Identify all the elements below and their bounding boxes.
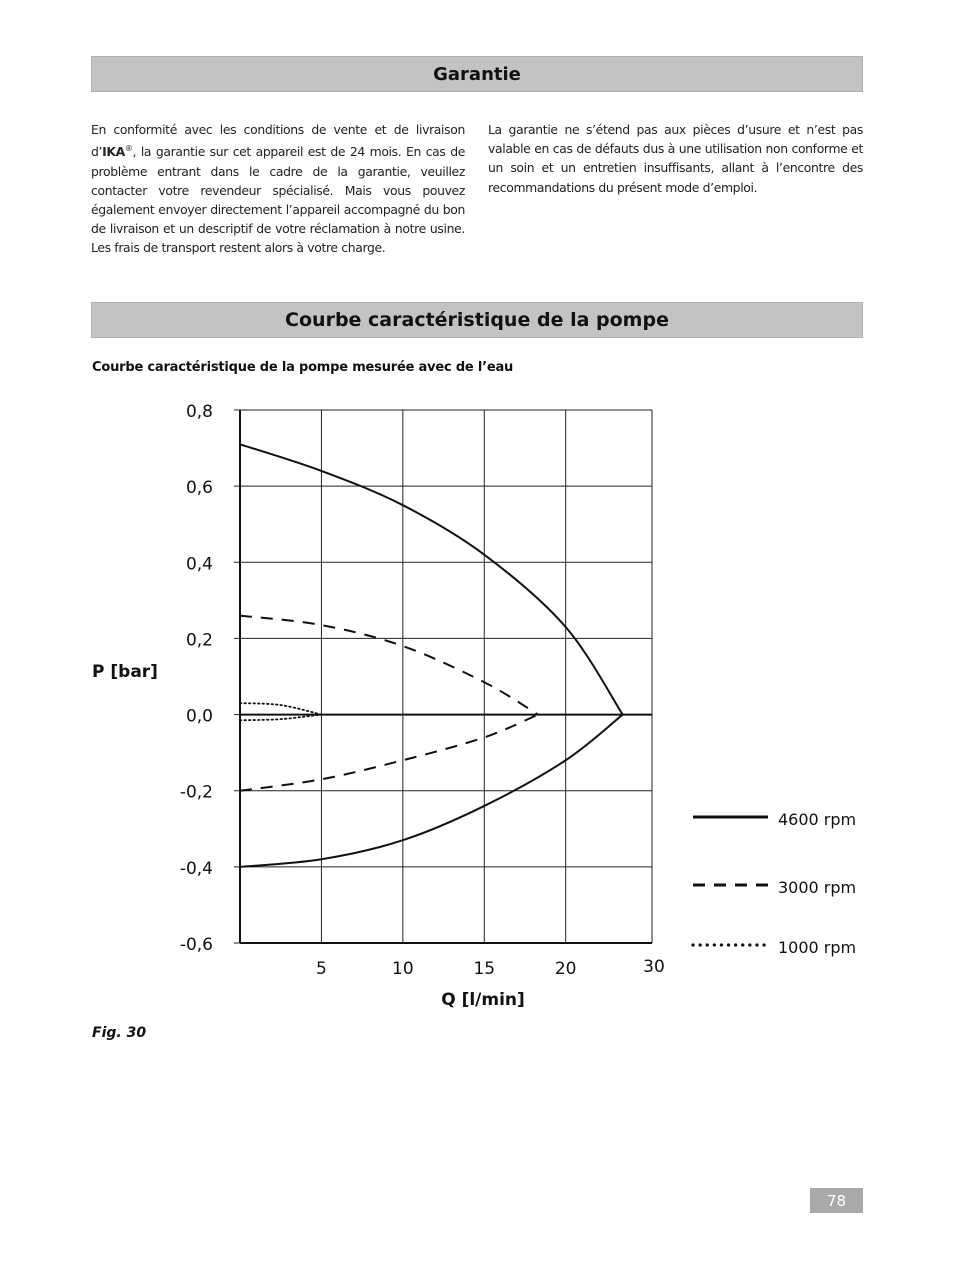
x-tick-label-0: 5 [316, 959, 327, 979]
chart-subtitle: Courbe caractéristique de la pompe mesurée avec de l’eau [92, 360, 514, 375]
y-tick-label-2: 0,4 [185, 554, 213, 575]
page-number: 78 [810, 1188, 863, 1213]
section-title-courbe: Courbe caractéristique de la pompe [91, 302, 863, 338]
legend-label-1: 3000 rpm [778, 878, 857, 897]
y-tick-label-7: -0,6 [179, 935, 213, 955]
x-tick-label-2: 15 [473, 959, 496, 979]
x-tick-label-1: 10 [392, 959, 414, 979]
garantie-text-left-post: , la garantie sur cet appareil est de 24 mois. En cas de problème entrant dans le cadre de la garantie, veuillez contacter votre revendeur spécialisé. Mais vous pouvez également envoyer directement l’appareil accompagné du bon de livraison et un descriptif de votre réclamation à notre usine. Les frais de transport restent alors à votre charge. [91, 144, 465, 256]
series-2-upper-curve [240, 703, 321, 714]
section-title-garantie: Garantie [91, 56, 863, 92]
brand-ika: IKA [102, 144, 125, 160]
y-tick-label-3: 0,2 [185, 630, 213, 651]
y-tick-label-5: -0,2 [179, 782, 213, 803]
y-axis-label: P [bar] [92, 662, 158, 682]
x-tick-label-3: 20 [554, 959, 577, 979]
y-tick-label-1: 0,6 [185, 478, 213, 499]
brand-registered-mark: ® [124, 144, 133, 154]
figure-label: Fig. 30 [92, 1025, 147, 1041]
x-tick-label-4: 30 [643, 957, 665, 977]
garantie-text-right: La garantie ne s’étend pas aux pièces d’usure et n’est pas valable en cas de défauts dus à une utilisation non conforme et un soin et un entretien insuffisants, allant à l’encontre des recommandations du présent mode d’emploi. [488, 122, 863, 195]
series-1-lower-curve [240, 715, 538, 791]
y-tick-label-0: 0,8 [185, 402, 213, 422]
y-tick-label-6: -0,4 [179, 858, 213, 879]
garantie-text-left-pre: En conformité avec les conditions de vente et de livraison d’ [91, 122, 465, 160]
legend-label-0: 4600 rpm [778, 810, 857, 829]
legend-label-2: 1000 rpm [778, 938, 857, 957]
y-tick-label-4: 0,0 [185, 706, 213, 727]
x-axis-label: Q [l/min] [441, 990, 525, 1010]
series-1-upper-curve [240, 616, 538, 715]
